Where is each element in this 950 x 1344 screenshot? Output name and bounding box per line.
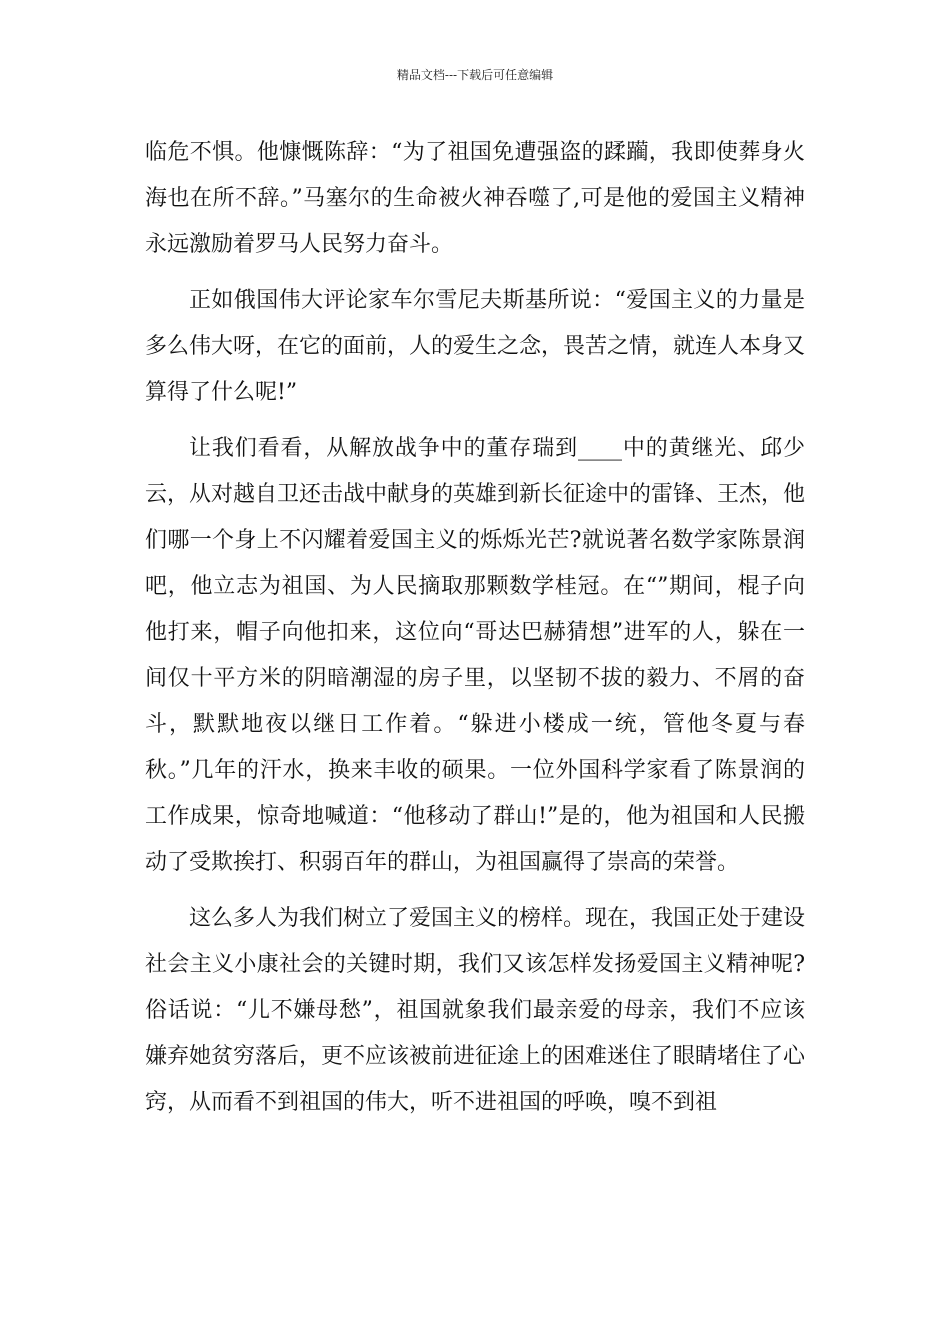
paragraph-4: 这么多人为我们树立了爱国主义的榜样。现在，我国正处于建设社会主义小康社会的关键时期，我们又该怎样发扬爱国主义精神呢?俗话说：“儿不嫌母愁”，祖国就象我们最亲爱的母亲，我们不应该嫌弃她贫穷落后，更不应该被前进征途上的困难迷住了眼睛堵住了心窍，从而看不到祖国的伟大，听不进祖国的呼唤，嗅不到祖 xyxy=(145,906,806,1115)
paragraph-3: 让我们看看，从解放战争中的董存瑞到____中的黄继光、邱少云，从对越自卫还击战中献身的英雄到新长征途中的雷锋、王杰，他们哪一个身上不闪耀着爱国主义的烁烁光芒?就说著名数学家陈景润吧，他立志为祖国、为人民摘取那颗数学桂冠。在“”期间，棍子向他打来，帽子向他扣来，这位向“哥达巴赫猜想”进军的人，躲在一间仅十平方米的阴暗潮湿的房子里，以坚韧不拔的毅力、不屑的奋斗，默默地夜以继日工作着。“躲进小楼成一统，管他冬夏与春秋。”几年的汗水，换来丰收的硕果。一位外国科学家看了陈景润的工作成果，惊奇地喊道：“他移动了群山!”是的，他为祖国和人民搬动了受欺挨打、积弱百年的群山，为祖国赢得了崇高的荣誉。 xyxy=(145,436,806,875)
document-body xyxy=(145,130,805,1136)
paragraph-1: 临危不惧。他慷慨陈辞：“为了祖国免遭强盗的蹂躏，我即使葬身火海也在所不辞。”马塞尔的生命被火神吞噬了,可是他的爱国主义精神永远激励着罗马人民努力奋斗。 xyxy=(145,140,805,257)
page-header: 精品文档---下载后可任意编辑 xyxy=(396,68,554,82)
paragraph-2: 正如俄国伟大评论家车尔雪尼夫斯基所说：“爱国主义的力量是多么伟大呀，在它的面前，人的爱生之念，畏苦之情，就连人本身又算得了什么呢!” xyxy=(145,288,806,405)
